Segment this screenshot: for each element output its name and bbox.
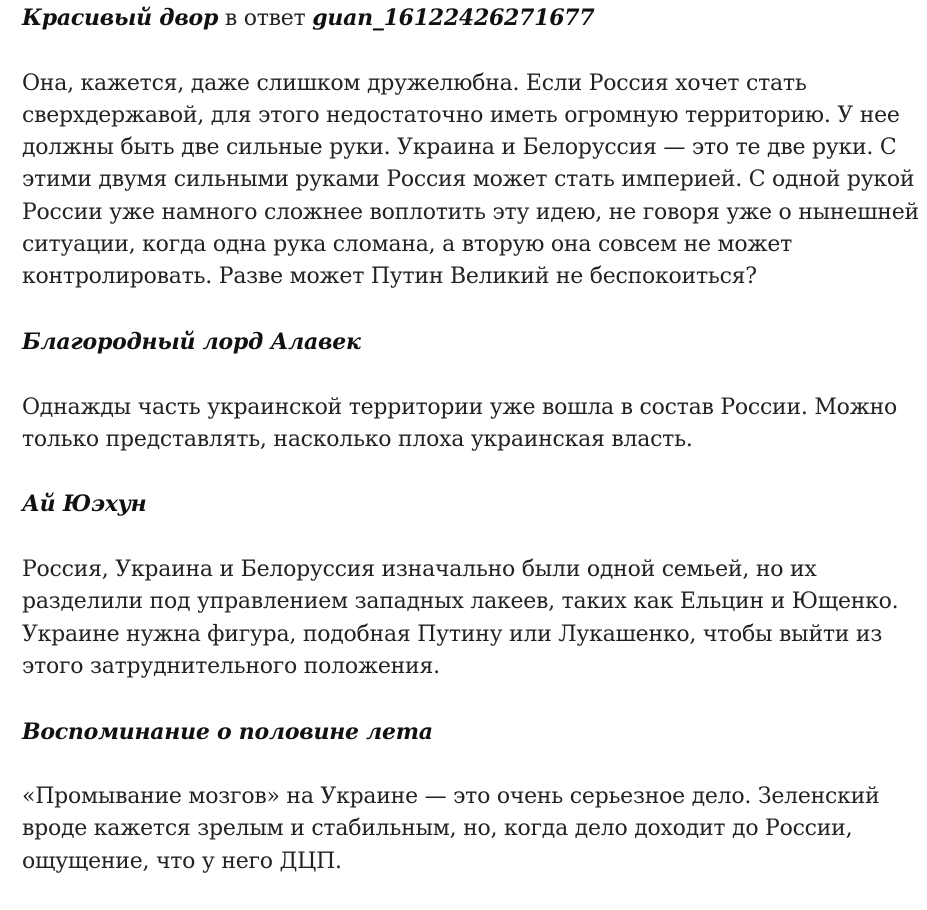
comment-header <box>22 2 927 35</box>
comment-author: Ай Юэхун <box>22 491 147 518</box>
comment-text: Она, кажется, даже слишком дружелюбна. Если Россия хочет стать сверхдержавой, для этого недостаточно иметь огромную территорию. У нее должны быть две сильные руки. Украина и Белоруссия — это те две руки. С этими двумя сильными руками Россия может стать империей. С одной рукой России уже намного сложнее воплотить эту идею, не говоря уже о нынешней ситуации, когда одна рука сломана, а вторую она совсем не может контролировать. Разве может Путин Великий не беспокоиться? <box>22 70 919 290</box>
reply-label: в ответ <box>224 6 306 31</box>
comment-header <box>22 716 927 749</box>
comment-text: Однажды часть украинской территории уже вошла в состав России. Можно только представлять, насколько плоха украинская власть. <box>22 394 898 452</box>
comment-header <box>22 488 927 521</box>
comment-text: «Промывание мозгов» на Украине — это очень серьезное дело. Зеленский вроде кажется зрелым и стабильным, но, когда дело доходит до России, ощущение, что у него ДЦП. <box>22 784 880 874</box>
comment-header <box>22 326 927 359</box>
comment-thread <box>22 2 927 910</box>
comment-author: Красивый двор <box>22 5 219 31</box>
comment-text: Россия, Украина и Белоруссия изначально были одной семьей, но их разделили под управлением западных лакеев, таких как Ельцин и Ющенко. Украине нужна фигура, подобная Путину или Лукашенко, чтобы выйти из этого затруднительного положения. <box>22 557 899 679</box>
reply-to-user: guan_16122426271677 <box>312 5 595 31</box>
comment-author: Благородный лорд Алавек <box>22 328 361 355</box>
comment-author: Воспоминание о половине лета <box>22 718 433 745</box>
